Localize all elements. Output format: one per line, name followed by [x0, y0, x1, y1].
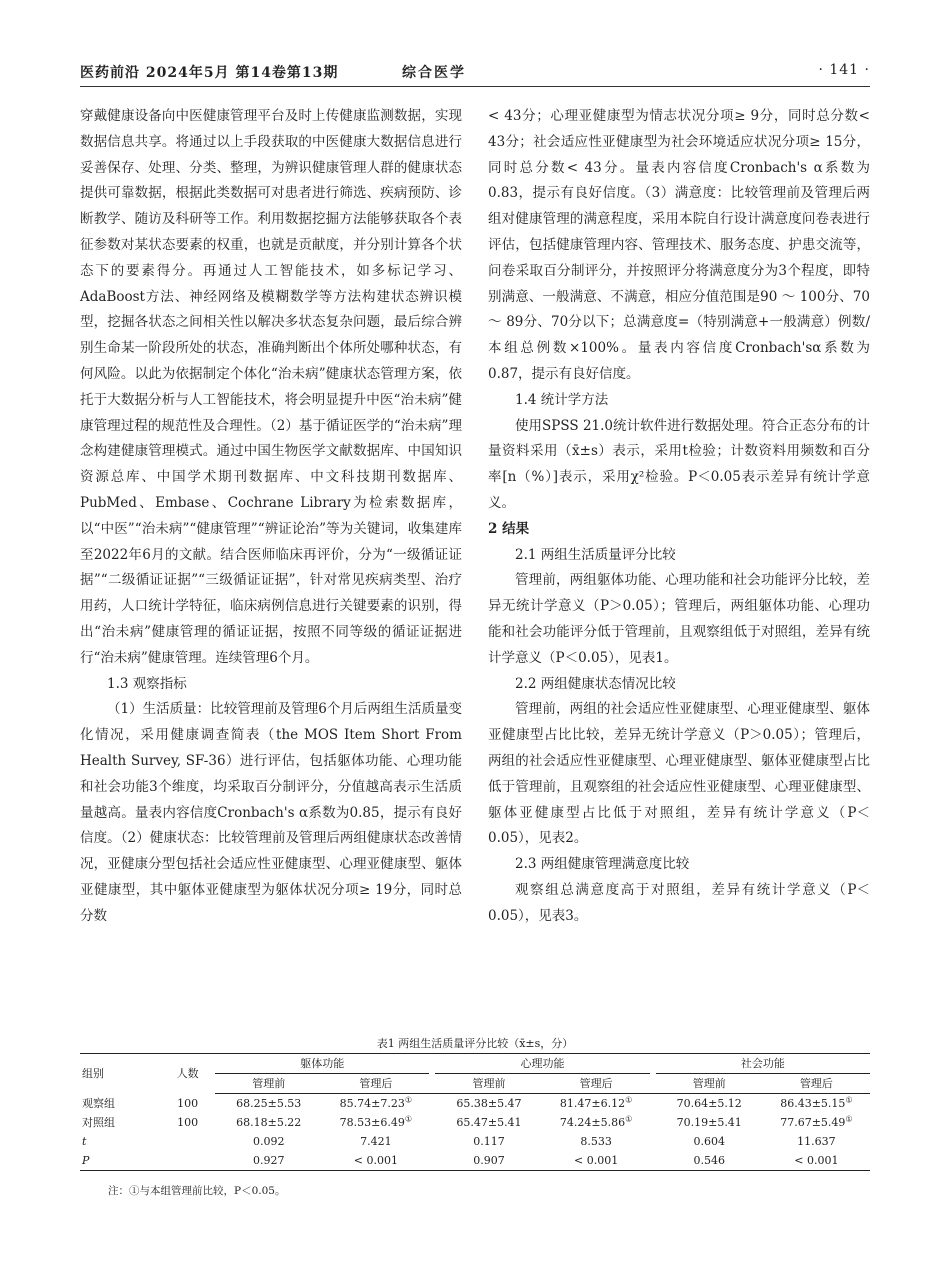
- cell-value: 65.47±5.41: [456, 1116, 522, 1129]
- heading-2-3: 2.3 两组健康管理满意度比较: [515, 856, 690, 873]
- heading-2-2: 2.2 两组健康状态情况比较: [515, 675, 676, 692]
- page-header: [80, 62, 870, 88]
- row-label: 观察组: [82, 1096, 115, 1110]
- heading-2: 2 结果: [488, 520, 530, 537]
- significance-mark: ①: [625, 1114, 633, 1124]
- significance-mark: ①: [404, 1095, 413, 1105]
- significance-mark: ①: [845, 1095, 853, 1105]
- cell-count: [160, 1132, 215, 1151]
- column-header-social: 社会功能: [656, 1054, 870, 1074]
- cell-value: 68.25±5.53: [236, 1097, 302, 1110]
- table-row: [80, 1132, 870, 1151]
- heading-2-1: 2.1 两组生活质量评分比较: [515, 546, 676, 563]
- page-number: · 141 ·: [818, 62, 870, 78]
- right-column: [488, 104, 870, 930]
- cell-value: 0.092: [252, 1135, 285, 1148]
- cell-value: 65.38±5.47: [456, 1097, 522, 1110]
- column-header-mental: 心理功能: [435, 1054, 649, 1074]
- heading-1-3: 1.3 观察指标: [107, 675, 187, 692]
- cell-value: < 0.001: [353, 1154, 398, 1167]
- cell-value: 0.604: [693, 1135, 725, 1148]
- cell-value: 0.117: [473, 1135, 505, 1148]
- cell-value: 85.74±7.23①: [339, 1095, 413, 1110]
- subheader-after: 管理后: [322, 1074, 429, 1094]
- journal-info: 医药前沿 2024年5月 第14卷第13期: [80, 65, 339, 81]
- cell-value: 81.47±6.12①: [559, 1095, 633, 1110]
- table-row: [80, 1094, 870, 1114]
- table-row: [80, 1113, 870, 1132]
- row-label: t: [82, 1135, 87, 1148]
- significance-mark: ①: [845, 1114, 853, 1124]
- right-paragraph-3: 管理前，两组躯体功能、心理功能和社会功能评分比较，差异无统计学意义（P＞0.05）；管理后，两组躯体功能、心理功能和社会功能评分低于管理前，且观察组低于对照组，差异有统计学意义（P＜0.05），见表1。: [488, 572, 870, 666]
- cell-value: 74.24±5.86①: [559, 1114, 633, 1129]
- left-paragraph-2: （1）生活质量：比较管理前及管理6个月后两组生活质量变化情况，采用健康调查简表（the MOS Item Short From Health Survey, SF-36）进行评估，包括躯体功能、心理功能和社会功能3个维度，均采取百分制评分，分值越高表示生活质量越高。量表内容信度Cronbach's α系数为0.85，提示有良好信度。（2）健康状态：比较管理前及管理后两组健康状态改善情况，亚健康分型包括社会适应性亚健康型、心理亚健康型、躯体亚健康型，其中躯体亚健康型为躯体状况分项≥ 19分，同时总分数: [80, 701, 462, 924]
- table-1-note: 注：①与本组管理前比较，P＜0.05。: [108, 1185, 286, 1197]
- cell-value: 0.927: [252, 1154, 285, 1167]
- significance-mark: ①: [625, 1095, 633, 1105]
- cell-value: 11.637: [797, 1135, 836, 1148]
- column-header-group: 组别: [82, 1067, 104, 1081]
- cell-value: < 0.001: [794, 1154, 839, 1167]
- right-paragraph-1: < 43分；心理亚健康型为情志状况分项≥ 9分，同时总分数< 43分；社会适应性亚健康型为社会环境适应状况分项≥ 15分，同时总分数< 43分。量表内容信度Cronbach's α系数为0.83，提示有良好信度。（3）满意度：比较管理前及管理后两组对健康管理的满意程度，采用本院自行设计满意度问卷表进行评估，包括健康管理内容、管理技术、服务态度、护患交流等，问卷采取百分制评分，并按照评分将满意度分为3个程度，即特别满意、一般满意、不满意，相应分值范围是90 ～ 100分、70 ～ 89分、70分以下；总满意度=（特别满意+一般满意）例数/本组总例数×100%。量表内容信度Cronbach'sα系数为0.87，提示有良好信度。: [488, 108, 870, 382]
- cell-count: 100: [177, 1096, 199, 1110]
- subheader-after: 管理后: [543, 1074, 650, 1094]
- section-name: 综合医学: [402, 65, 466, 81]
- subheader-before: 管理前: [656, 1074, 763, 1094]
- table-1-title: 表1 两组生活质量评分比较（x̄±s，分）: [376, 1037, 574, 1050]
- column-header-count: 人数: [176, 1067, 199, 1081]
- cell-value: 0.907: [473, 1154, 505, 1167]
- cell-value: 0.546: [693, 1154, 725, 1167]
- subheader-before: 管理前: [215, 1074, 322, 1094]
- table-row: [80, 1151, 870, 1171]
- cell-count: 100: [177, 1116, 199, 1129]
- header-rule: [80, 86, 870, 87]
- subheader-after: 管理后: [763, 1074, 870, 1094]
- subheader-before: 管理前: [435, 1074, 542, 1094]
- cell-value: 70.19±5.41: [676, 1116, 742, 1129]
- left-column: [80, 104, 462, 930]
- cell-value: 68.18±5.22: [236, 1116, 302, 1129]
- cell-value: < 0.001: [573, 1154, 619, 1167]
- row-label: 对照组: [82, 1116, 115, 1129]
- row-label: P: [82, 1154, 90, 1167]
- left-paragraph-1: 穿戴健康设备向中医健康管理平台及时上传健康监测数据，实现数据信息共享。将通过以上手段获取的中医健康大数据信息进行妥善保存、处理、分类、整理，为辨识健康管理人群的健康状态提供可靠数据，根据此类数据可对患者进行筛选、疾病预防、诊断教学、随访及科研等工作。利用数据挖掘方法能够获取各个表征参数对某状态要素的权重，也就是贡献度，并分别计算各个状态下的要素得分。再通过人工智能技术，如多标记学习、AdaBoost方法、神经网络及模糊数学等方法构建状态辨识模型，挖掘各状态之间相关性以解决多状态复杂问题，最后综合辨别生命某一阶段所处的状态，准确判断出个体所处哪种状态，有何风险。以此为依据制定个体化“治未病”健康状态管理方案，依托于大数据分析与人工智能技术，将会明显提升中医“治未病”健康管理过程的规范性及合理性。（2）基于循证医学的“治未病”理念构建健康管理模式。通过中国生物医学文献数据库、中国知识资源总库、中国学术期刊数据库、中文科技期刊数据库、PubMed、Embase、Cochrane Library为检索数据库，以“中医”“治未病”“健康管理”“辨证论治”等为关键词，收集建库至2022年6月的文献。结合医师临床再评价，分为“一级循证证据”“二级循证证据”“三级循证证据”，针对常见疾病类型、治疗用药，人口统计学特征，临床病例信息进行关键要素的识别，得出“治未病”健康管理的循证证据，按照不同等级的循证证据进行“治未病”健康管理。连续管理6个月。: [80, 108, 462, 666]
- cell-value: 8.533: [580, 1135, 612, 1148]
- right-paragraph-5: 观察组总满意度高于对照组，差异有统计学意义（P＜0.05），见表3。: [488, 881, 870, 924]
- cell-count: [160, 1151, 215, 1171]
- right-paragraph-2: 使用SPSS 21.0统计软件进行数据处理。符合正态分布的计量资料采用（x̄±s）表示，采用t检验；计数资料用频数和百分率[n（%）]表示，采用χ²检验。P＜0.05表示差异有统计学意义。: [488, 417, 870, 511]
- cell-value: 77.67±5.49①: [780, 1114, 853, 1129]
- cell-value: 78.53±6.49①: [339, 1114, 413, 1129]
- significance-mark: ①: [404, 1114, 413, 1124]
- heading-1-4: 1.4 统计学方法: [515, 391, 609, 408]
- cell-value: 7.421: [360, 1135, 392, 1148]
- right-paragraph-4: 管理前，两组的社会适应性亚健康型、心理亚健康型、躯体亚健康型占比比较，差异无统计学意义（P＞0.05）；管理后，两组的社会适应性亚健康型、心理亚健康型、躯体亚健康型占比低于管理前，且观察组的社会适应性亚健康型、心理亚健康型、躯体亚健康型占比低于对照组，差异有统计学意义（P＜0.05），见表2。: [488, 701, 870, 847]
- column-header-physical: 躯体功能: [215, 1054, 429, 1074]
- cell-value: 70.64±5.12: [676, 1097, 742, 1110]
- cell-value: 86.43±5.15①: [780, 1095, 853, 1110]
- table-1: [80, 1053, 870, 1171]
